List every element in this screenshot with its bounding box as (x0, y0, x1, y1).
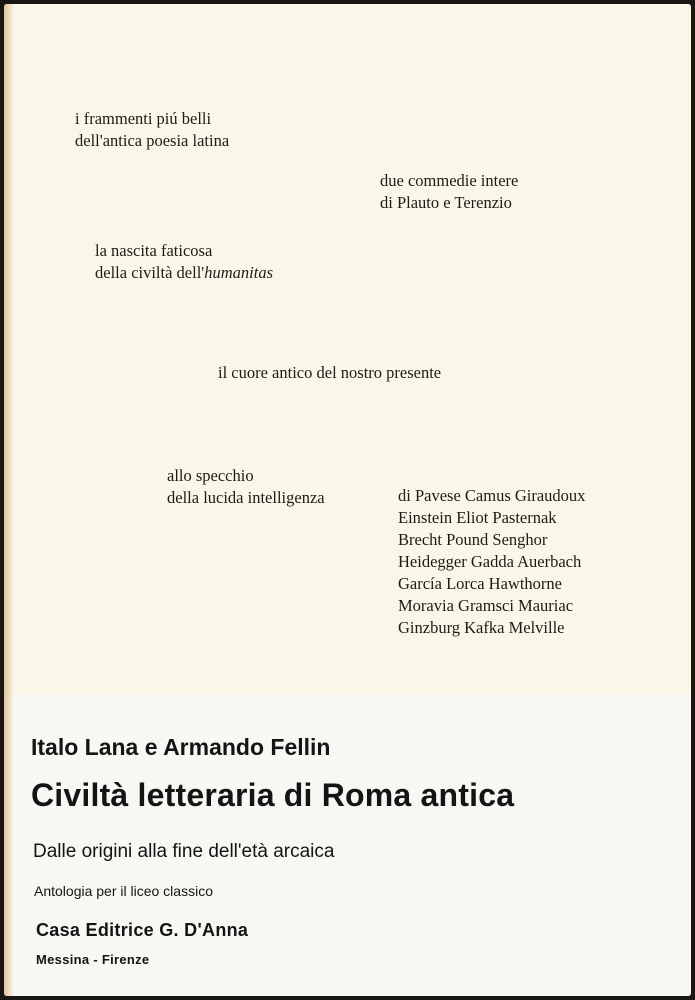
phrase-specchio (167, 465, 325, 509)
list-item: Ginzburg Kafka Melville (398, 618, 565, 637)
phrase-text: della civiltà dell' (95, 263, 205, 282)
book-cover (4, 4, 691, 996)
list-item: Heidegger Gadda Auerbach (398, 552, 582, 571)
phrase-line: allo specchio (167, 466, 254, 485)
list-item: García Lorca Hawthorne (398, 574, 562, 593)
book-series: Antologia per il liceo classico (34, 883, 213, 899)
phrase-line: della lucida intelligenza (167, 488, 325, 507)
authors-list (398, 485, 585, 639)
publisher-name: Casa Editrice G. D'Anna (36, 920, 249, 940)
phrase-line: due commedie intere (380, 171, 519, 190)
phrase-poesia (75, 108, 229, 152)
phrase-italic-word: humanitas (204, 263, 274, 282)
list-item: Moravia Gramsci Mauriac (398, 596, 574, 615)
list-item: Brecht Pound Senghor (398, 530, 548, 549)
list-item: di Pavese Camus Giraudoux (398, 486, 586, 505)
phrase-commedie (380, 170, 518, 214)
worn-edge-stain (4, 4, 14, 996)
phrase-line (95, 262, 273, 284)
publisher-place: Messina - Firenze (36, 952, 150, 967)
phrase-line: i frammenti piú belli (75, 109, 212, 128)
phrase-line: di Plauto e Terenzio (380, 193, 512, 212)
book-authors: Italo Lana e Armando Fellin (31, 734, 331, 760)
phrase-line: il cuore antico del nostro presente (218, 363, 442, 382)
phrase-humanitas (95, 240, 273, 284)
phrase-line: la nascita faticosa (95, 241, 213, 260)
book-title: Civiltà letteraria di Roma antica (31, 777, 515, 813)
phrase-line: dell'antica poesia latina (75, 131, 230, 150)
list-item: Einstein Eliot Pasternak (398, 508, 557, 527)
book-subtitle: Dalle origini alla fine dell'età arcaica (33, 841, 335, 862)
phrase-cuore (218, 362, 441, 384)
